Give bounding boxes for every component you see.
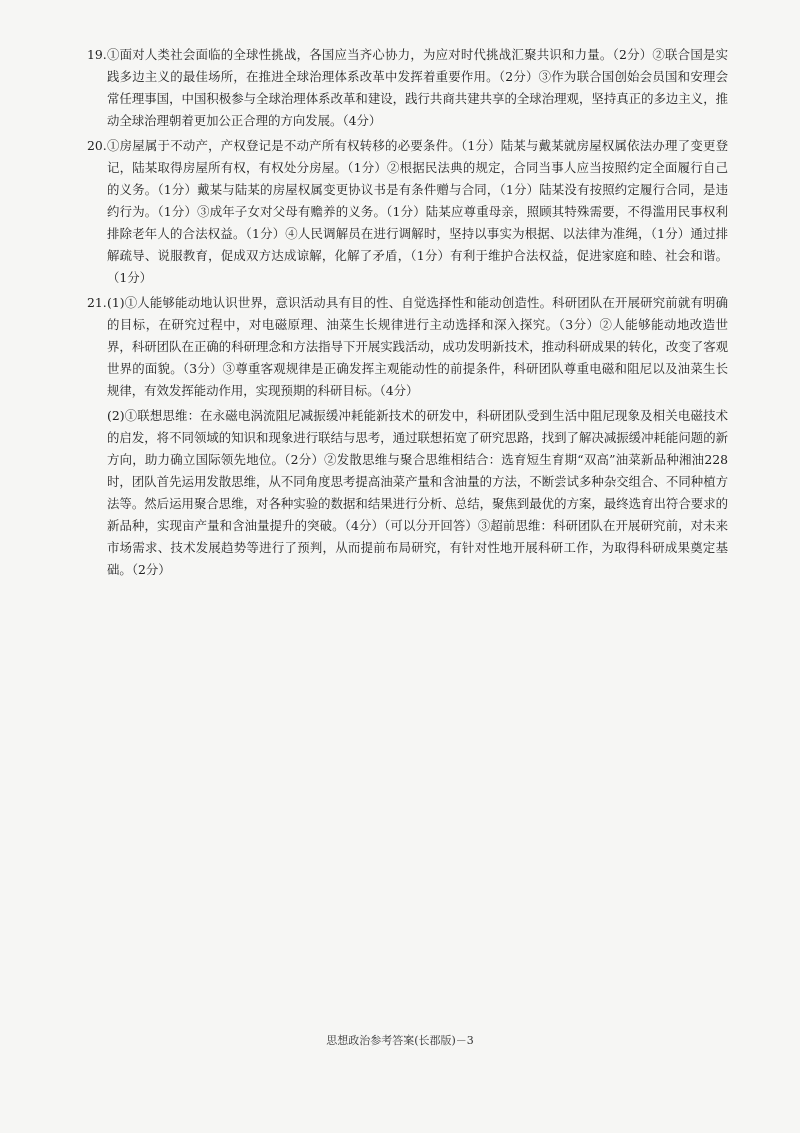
answer-paragraph-part-1: (1)①人能够能动地认识世界，意识活动具有目的性、自觉选择性和能动创造性。科研团队在开展研究前就有明确的目标，在研究过程中，对电磁原理、油菜生长规律进行主动选择和深入探究。（3分）②人能够能动地改造世界，科研团队在正确的科研理念和方法指导下开展实践活动，成功发明新技术，推动科研成果的转化，改变了客观世界的面貌。（3分）③尊重客观规律是正确发挥主观能动性的前提条件，科研团队尊重电磁和阻尼以及油菜生长规律，有效发挥能动作用，实现预期的科研目标。（4分） bbox=[107, 295, 728, 398]
question-21 bbox=[88, 292, 728, 581]
answer-paragraph: ①面对人类社会面临的全球性挑战，各国应当齐心协力，为应对时代挑战汇聚共识和力量。（2分）②联合国是实践多边主义的最佳场所，在推进全球治理体系改革中发挥着重要作用。（2分）③作为联合国创始会员国和安理会常任理事国，中国积极参与全球治理体系改革和建设，践行共商共建共享的全球治理观，坚持真正的多边主义，推动全球治理朝着更加公正合理的方向发展。（4分） bbox=[107, 47, 728, 128]
page-footer: 思想政治参考答案(长郡版)－3 bbox=[326, 1034, 474, 1047]
question-number: 21. bbox=[87, 295, 107, 310]
question-number: 19. bbox=[87, 47, 107, 62]
answer-content bbox=[88, 44, 728, 584]
answer-paragraph-part-2: (2)①联想思维：在永磁电涡流阻尼减振缓冲耗能新技术的研发中，科研团队受到生活中阻尼现象及相关电磁技术的启发，将不同领域的知识和现象进行联结与思考，通过联想拓宽了研究思路，找到了解决减振缓冲耗能问题的新方向，助力确立国际领先地位。（2分）②发散思维与聚合思维相结合：选育短生育期“双高”油菜新品种湘油228时，团队首先运用发散思维，从不同角度思考提高油菜产量和含油量的方法，不断尝试多种杂交组合、不同种植方法等。然后运用聚合思维，对各种实验的数据和结果进行分析、总结，聚焦到最优的方案，最终选育出符合要求的新品种，实现亩产量和含油量提升的突破。（4分）（可以分开回答）③超前思维：科研团队在开展研究前，对未来市场需求、技术发展趋势等进行了预判，从而提前布局研究，有针对性地开展科研工作，为取得科研成果奠定基础。（2分） bbox=[107, 408, 728, 577]
question-20 bbox=[88, 135, 728, 289]
answer-paragraph: ①房屋属于不动产，产权登记是不动产所有权转移的必要条件。（1分）陆某与戴某就房屋权属依法办理了变更登记，陆某取得房屋所有权，有权处分房屋。（1分）②根据民法典的规定，合同当事人应当按照约定全面履行自己的义务。（1分）戴某与陆某的房屋权属变更协议书是有条件赠与合同，（1分）陆某没有按照约定履行合同，是违约行为。（1分）③成年子女对父母有赡养的义务。（1分）陆某应尊重母亲，照顾其特殊需要，不得滥用民事权利排除老年人的合法权益。（1分）④人民调解员在进行调解时，坚持以事实为根据、以法律为准绳，（1分）通过排解疏导、说服教育，促成双方达成谅解，化解了矛盾，（1分）有利于维护合法权益，促进家庭和睦、社会和谐。（1分） bbox=[107, 138, 728, 285]
question-19 bbox=[88, 44, 728, 132]
question-number: 20. bbox=[87, 138, 107, 153]
